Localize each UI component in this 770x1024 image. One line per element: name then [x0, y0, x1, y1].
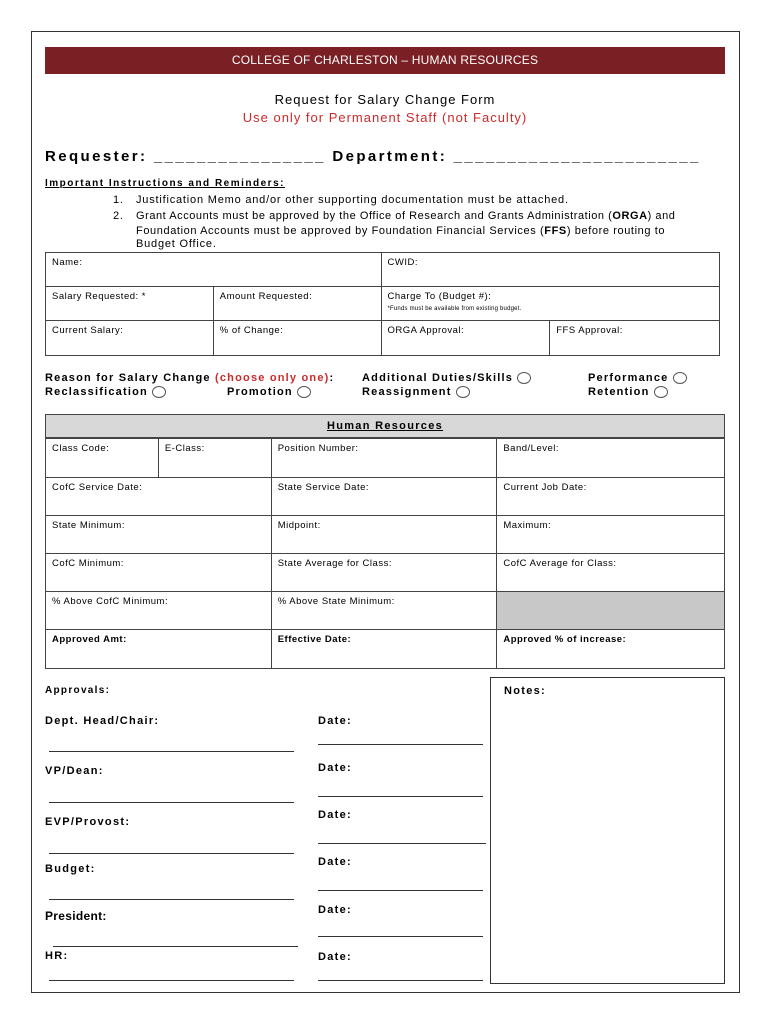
evp-provost-label: EVP/Provost:	[45, 816, 131, 828]
reason-heading	[45, 372, 334, 384]
president-date-line[interactable]	[318, 936, 483, 937]
evp-provost-date-label: Date:	[318, 809, 353, 821]
cofc-minimum-field[interactable]	[46, 554, 272, 592]
approvals-heading: Approvals:	[45, 685, 111, 696]
midpoint-field[interactable]	[271, 516, 497, 554]
instructions-heading: Important Instructions and Reminders:	[45, 178, 285, 189]
e-class-label: E-Class:	[164, 443, 205, 454]
position-number-field[interactable]	[271, 439, 497, 478]
vp-dean-date-line[interactable]	[318, 796, 483, 797]
instruction-2-number: 2.	[113, 210, 124, 222]
notes-box[interactable]	[490, 677, 725, 984]
notes-label: Notes:	[504, 685, 547, 697]
approved-pct-label: Approved % of increase:	[503, 634, 627, 645]
cofc-service-date-label: CofC Service Date:	[52, 482, 143, 493]
funds-note: *Funds must be available from existing budget.	[387, 306, 522, 312]
retention-label: Retention	[588, 386, 650, 398]
current-salary-label: Current Salary:	[52, 325, 124, 336]
hr-date-label: Date:	[318, 951, 353, 963]
reason-label: Reason for Salary Change	[45, 372, 211, 384]
effective-date-label: Effective Date:	[277, 634, 352, 645]
hr-date-line[interactable]	[318, 980, 483, 981]
instruction-2-line-1	[136, 210, 675, 222]
maximum-field[interactable]	[497, 516, 725, 554]
hr-table	[45, 438, 725, 669]
pct-change-label: % of Change:	[219, 325, 284, 336]
shaded-cell	[497, 592, 725, 630]
above-state-min-field[interactable]	[271, 592, 497, 630]
approved-amt-field[interactable]	[46, 630, 272, 669]
option-promotion	[227, 386, 311, 398]
instruction-1: Justification Memo and/or other supporting documentation must be attached.	[136, 194, 569, 206]
above-cofc-min-field[interactable]	[46, 592, 272, 630]
above-state-min-label: % Above State Minimum:	[277, 596, 395, 607]
reassignment-radio[interactable]	[456, 386, 470, 398]
instruction-2-text: ) before routing to	[566, 225, 666, 237]
dept-head-date-line[interactable]	[318, 744, 483, 745]
state-service-date-label: State Service Date:	[277, 482, 370, 493]
amount-requested-field[interactable]	[213, 287, 381, 321]
name-label: Name:	[52, 257, 83, 268]
instruction-2-text: Grant Accounts must be approved by the Office of Research and Grants Administration (	[136, 210, 613, 222]
salary-requested-field[interactable]	[46, 287, 214, 321]
cofc-average-label: CofC Average for Class:	[503, 558, 617, 569]
band-level-label: Band/Level:	[503, 443, 560, 454]
pct-change-field[interactable]	[213, 321, 381, 356]
option-retention	[588, 386, 668, 398]
dept-head-label: Dept. Head/Chair:	[45, 715, 160, 727]
state-average-label: State Average for Class:	[277, 558, 392, 569]
budget-signature-line[interactable]	[49, 899, 294, 900]
reassignment-label: Reassignment	[362, 386, 452, 398]
position-number-label: Position Number:	[277, 443, 359, 454]
reclassification-radio[interactable]	[152, 386, 166, 398]
vp-dean-signature-line[interactable]	[49, 802, 294, 803]
request-table	[45, 252, 720, 356]
state-minimum-label: State Minimum:	[52, 520, 125, 531]
cofc-average-field[interactable]	[497, 554, 725, 592]
band-level-field[interactable]	[497, 439, 725, 478]
cofc-service-date-field[interactable]	[46, 478, 272, 516]
hr-signature-line[interactable]	[49, 980, 294, 981]
form-subtitle: Use only for Permanent Staff (not Faculty)	[242, 110, 528, 125]
midpoint-label: Midpoint:	[277, 520, 321, 531]
effective-date-field[interactable]	[271, 630, 497, 669]
choose-only-one: (choose only one)	[215, 372, 330, 384]
ffs-approval-label: FFS Approval:	[556, 325, 623, 336]
retention-radio[interactable]	[654, 386, 668, 398]
ffs-approval-field[interactable]	[550, 321, 720, 356]
option-performance	[588, 372, 687, 384]
cwid-label: CWID:	[387, 257, 418, 268]
charge-to-label: Charge To (Budget #):	[387, 291, 492, 302]
evp-provost-signature-line[interactable]	[49, 853, 294, 854]
current-job-date-field[interactable]	[497, 478, 725, 516]
dept-head-date-label: Date:	[318, 715, 353, 727]
instruction-2-line-3: Budget Office.	[136, 238, 217, 250]
instruction-1-number: 1.	[113, 194, 124, 206]
performance-label: Performance	[588, 372, 669, 384]
class-code-label: Class Code:	[52, 443, 110, 454]
dept-head-signature-line[interactable]	[49, 751, 294, 752]
additional-duties-label: Additional Duties/Skills	[362, 372, 514, 384]
reclassification-label: Reclassification	[45, 386, 148, 398]
name-field[interactable]	[46, 253, 382, 287]
hr-heading-text: Human Resources	[326, 420, 444, 432]
budget-date-line[interactable]	[318, 890, 483, 891]
option-reclassification	[45, 386, 166, 398]
orga-abbrev: ORGA	[612, 210, 648, 222]
amount-requested-label: Amount Requested:	[219, 291, 313, 302]
vp-dean-label: VP/Dean:	[45, 765, 104, 777]
promotion-radio[interactable]	[297, 386, 311, 398]
ffs-abbrev: FFS	[544, 225, 567, 237]
e-class-field[interactable]	[158, 439, 271, 478]
budget-label: Budget:	[45, 863, 96, 875]
instruction-2-text: Foundation Accounts must be approved by Foundation Financial Services (	[136, 225, 545, 237]
option-additional-duties	[362, 372, 531, 384]
state-average-field[interactable]	[271, 554, 497, 592]
state-service-date-field[interactable]	[271, 478, 497, 516]
current-salary-field[interactable]	[46, 321, 214, 356]
approved-pct-field[interactable]	[497, 630, 725, 669]
cofc-minimum-label: CofC Minimum:	[52, 558, 124, 569]
orga-approval-label: ORGA Approval:	[387, 325, 465, 336]
current-job-date-label: Current Job Date:	[503, 482, 587, 493]
class-code-field[interactable]	[46, 439, 159, 478]
state-minimum-field[interactable]	[46, 516, 272, 554]
hr-label: HR:	[45, 950, 69, 962]
promotion-label: Promotion	[227, 386, 293, 398]
maximum-label: Maximum:	[503, 520, 552, 531]
approved-amt-label: Approved Amt:	[52, 634, 127, 645]
vp-dean-date-label: Date:	[318, 762, 353, 774]
president-signature-line[interactable]	[53, 946, 298, 947]
above-cofc-min-label: % Above CofC Minimum:	[52, 596, 169, 607]
orga-approval-field[interactable]	[381, 321, 550, 356]
hr-section-heading	[45, 414, 725, 438]
header-banner: COLLEGE OF CHARLESTON – HUMAN RESOURCES	[45, 47, 725, 74]
charge-to-field[interactable]	[381, 287, 720, 321]
performance-radio[interactable]	[673, 372, 687, 384]
cwid-field[interactable]	[381, 253, 720, 287]
reason-colon: :	[329, 372, 335, 384]
budget-date-label: Date:	[318, 856, 353, 868]
form-title: Request for Salary Change Form	[274, 92, 496, 107]
instruction-2-text: ) and	[647, 210, 676, 222]
requester-department-line: Requester: ________________ Department: _______________________	[45, 148, 701, 165]
option-reassignment	[362, 386, 470, 398]
additional-duties-radio[interactable]	[517, 372, 531, 384]
evp-provost-date-line[interactable]	[318, 843, 486, 844]
instruction-2-line-2	[136, 225, 665, 237]
salary-requested-label: Salary Requested: *	[52, 291, 146, 302]
president-date-label: Date:	[318, 904, 353, 916]
president-label: President:	[45, 909, 107, 923]
